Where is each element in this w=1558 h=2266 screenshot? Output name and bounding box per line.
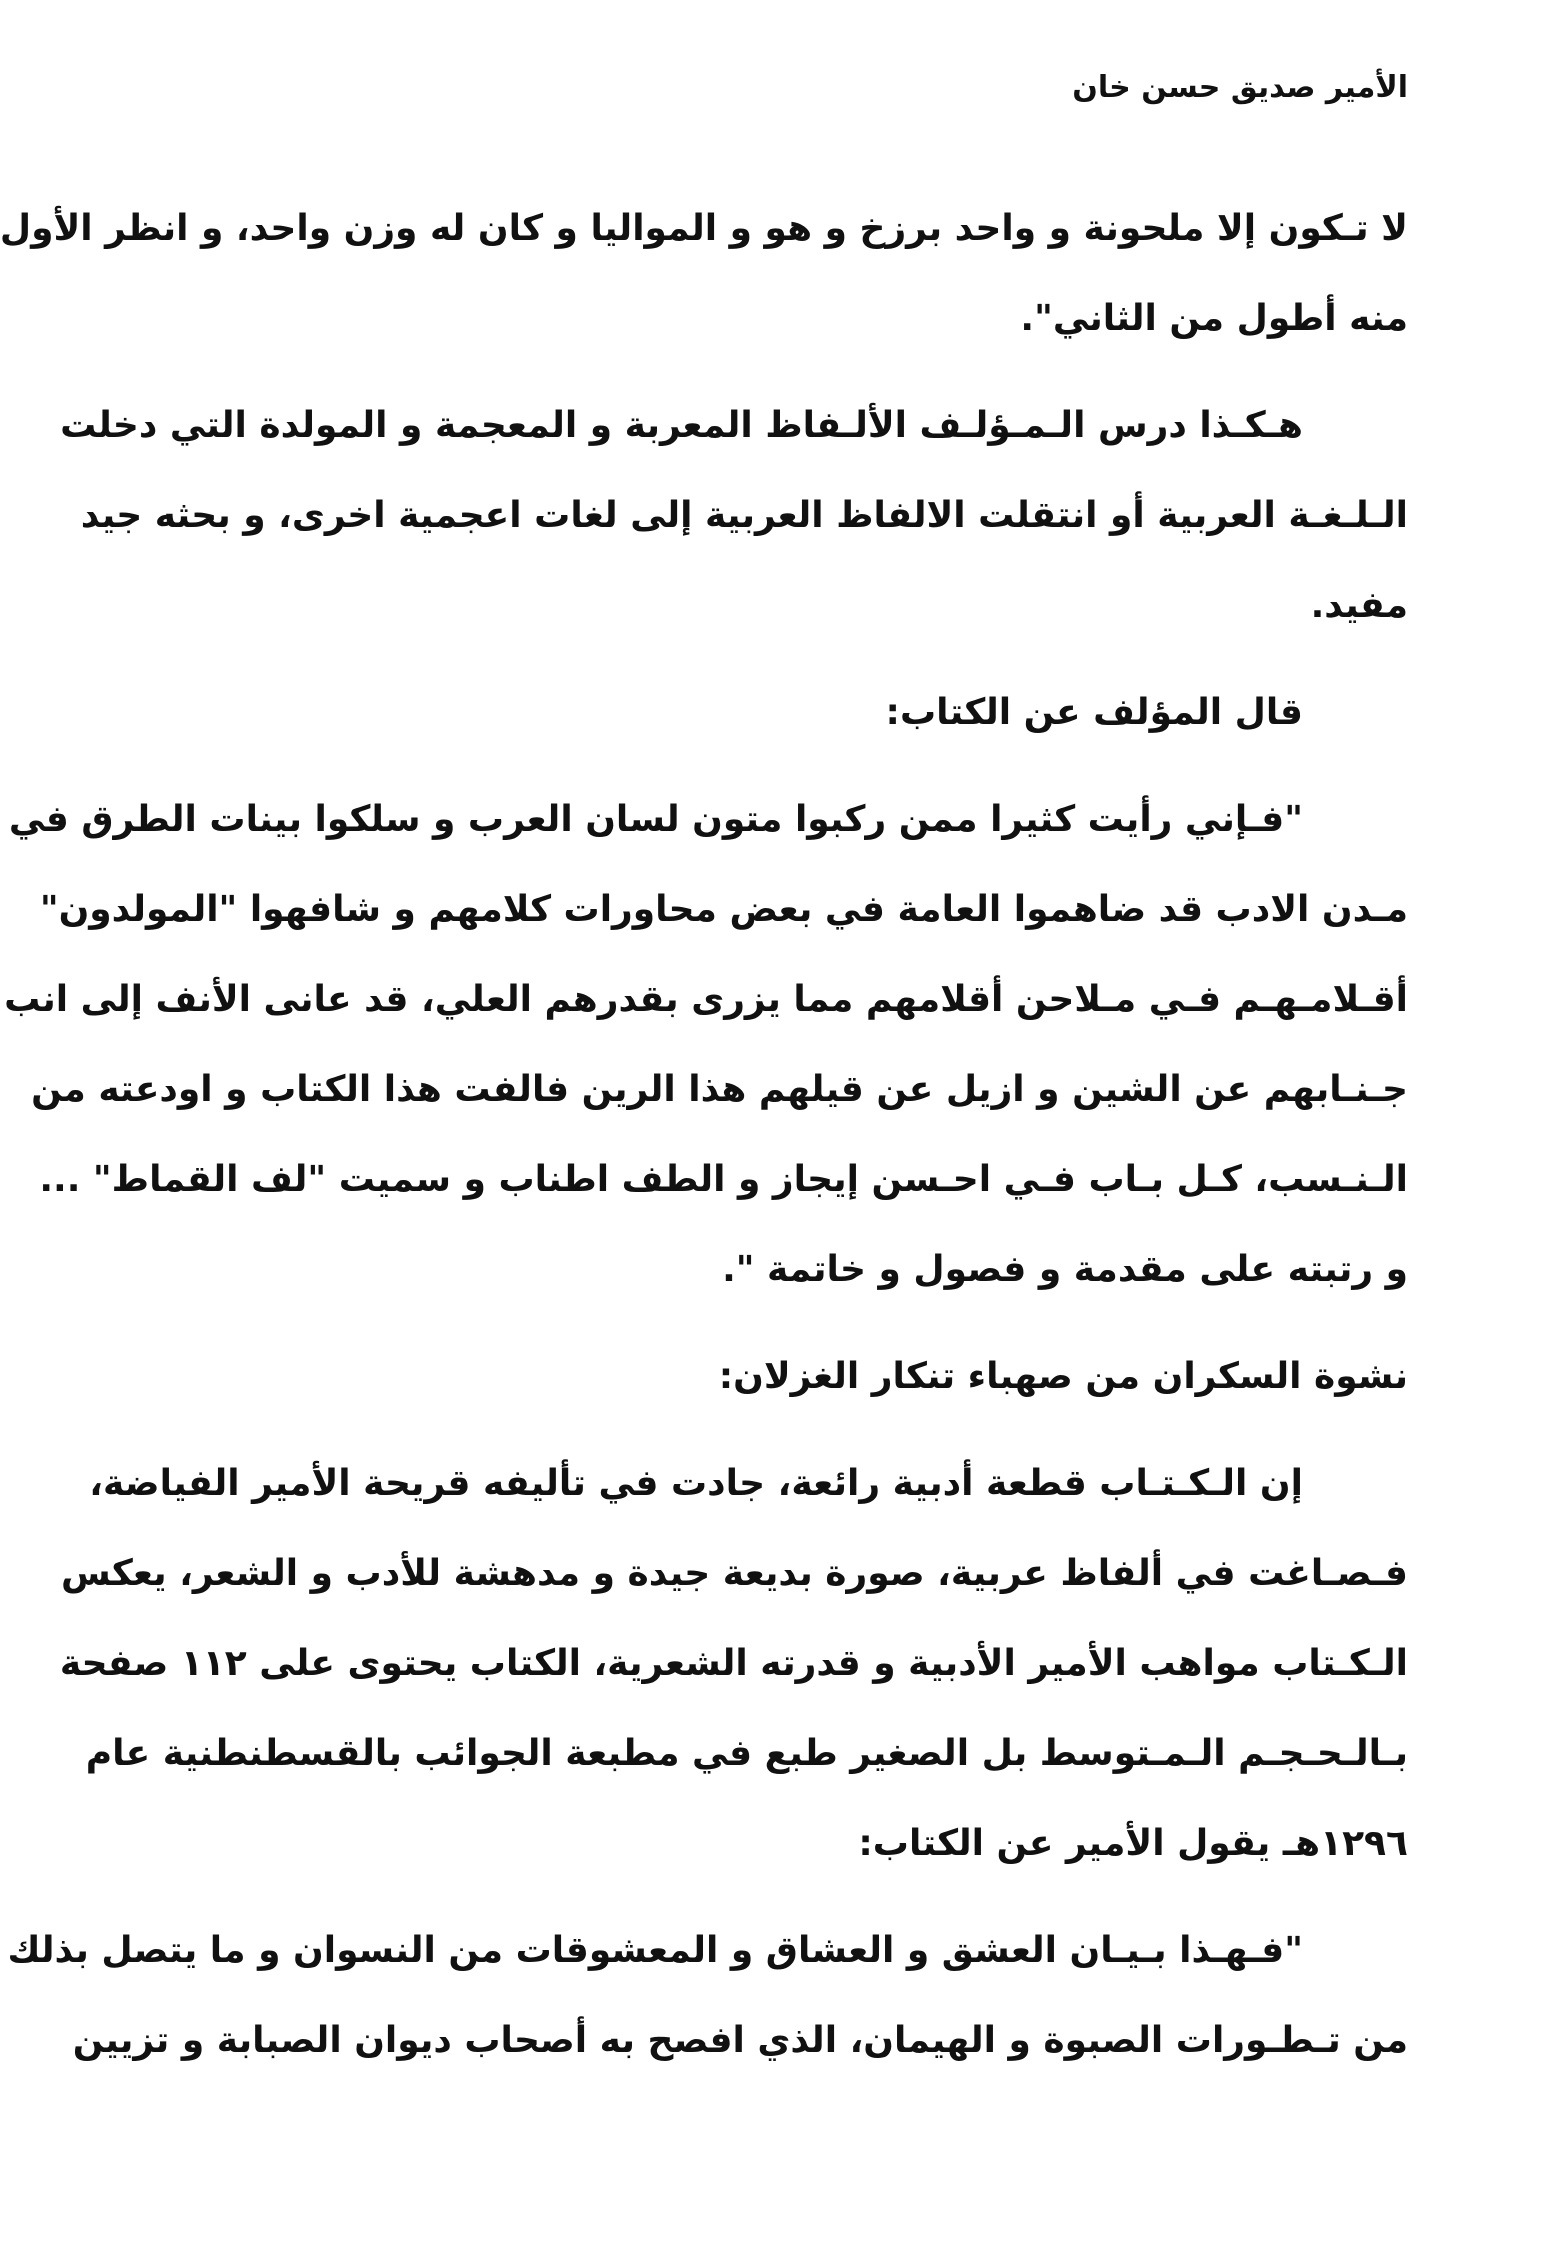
- text-line: أقـلامـهـم فـي مـلاحن أقلامهم مما يزرى بقدرهم العلي، قد عانى الأنف إلى انب: [4, 979, 1408, 1020]
- text-line: جـنـابهم عن الشين و ازيل عن قيلهم هذا الرين فالفت هذا الكتاب و اودعته من: [31, 1069, 1408, 1110]
- text-line: الـكـتاب مواهب الأمير الأدبية و قدرته الشعرية، الكتاب يحتوى على ١١٢ صفحة: [59, 1643, 1408, 1684]
- text-line: و رتبته على مقدمة و فصول و خاتمة ".: [722, 1249, 1408, 1290]
- text-line: إن الـكـتـاب قطعة أدبية رائعة، جادت في تأليفه قريحة الأمير الفياضة،: [89, 1463, 1303, 1504]
- paragraph-author-said: [270, 668, 1408, 758]
- running-header: الأمير صديق حسن خان: [1072, 70, 1408, 105]
- section-heading: [270, 1332, 1408, 1422]
- text-line: الـنـسب، كـل بـاب فـي احـسن إيجاز و الطف اطناب و سميت "لف القماط" ...: [39, 1159, 1408, 1200]
- text-line: من تـطـورات الصبوة و الهيمان، الذي افصح به أصحاب ديوان الصبابة و تزيين: [72, 2020, 1408, 2061]
- text-line: "فـإني رأيت كثيرا ممن ركبوا متون لسان العرب و سلكوا بينات الطرق في: [8, 799, 1303, 840]
- paragraph-book-description: [59, 1439, 1408, 1889]
- text-line: هـكـذا درس الـمـؤلـف الألـفاظ المعربة و المعجمة و المولدة التي دخلت: [60, 405, 1303, 446]
- text-line: منه أطول من الثاني".: [1020, 298, 1408, 339]
- text-line: الـلـغـة العربية أو انتقلت الالفاظ العربية إلى لغات اعجمية اخرى، و بحثه جيد: [80, 495, 1408, 536]
- paragraph-author-study: [60, 381, 1408, 651]
- text-line: فـصـاغت في ألفاظ عربية، صورة بديعة جيدة و مدهشة للأدب و الشعر، يعكس: [61, 1553, 1408, 1594]
- paragraph-quote-laff-al-qimat: [4, 775, 1408, 1315]
- paragraph-quote-love: [7, 1906, 1408, 2086]
- paragraph-continuation: [0, 184, 1408, 364]
- text-line: مـدن الادب قد ضاهموا العامة في بعض محاورات كلامهم و شافهوا "المولدون": [39, 889, 1408, 930]
- section-title: نشوة السكران من صهباء تنكار الغزلان:: [718, 1356, 1408, 1397]
- text-line: لا تـكون إلا ملحونة و واحد برزخ و هو و المواليا و كان له وزن واحد، و انظر الأول: [0, 208, 1408, 249]
- text-line: قال المؤلف عن الكتاب:: [885, 692, 1303, 733]
- text-line: بـالـحـجـم الـمـتوسط بل الصغير طبع في مطبعة الجوائب بالقسطنطنية عام: [85, 1733, 1408, 1774]
- text-line: "فـهـذا بـيـان العشق و العشاق و المعشوقات من النسوان و ما يتصل بذلك: [7, 1930, 1303, 1971]
- text-line: مفيد.: [1310, 585, 1408, 626]
- document-body: [0, 184, 1408, 2086]
- text-line: ١٢٩٦هـ يقول الأمير عن الكتاب:: [858, 1823, 1408, 1864]
